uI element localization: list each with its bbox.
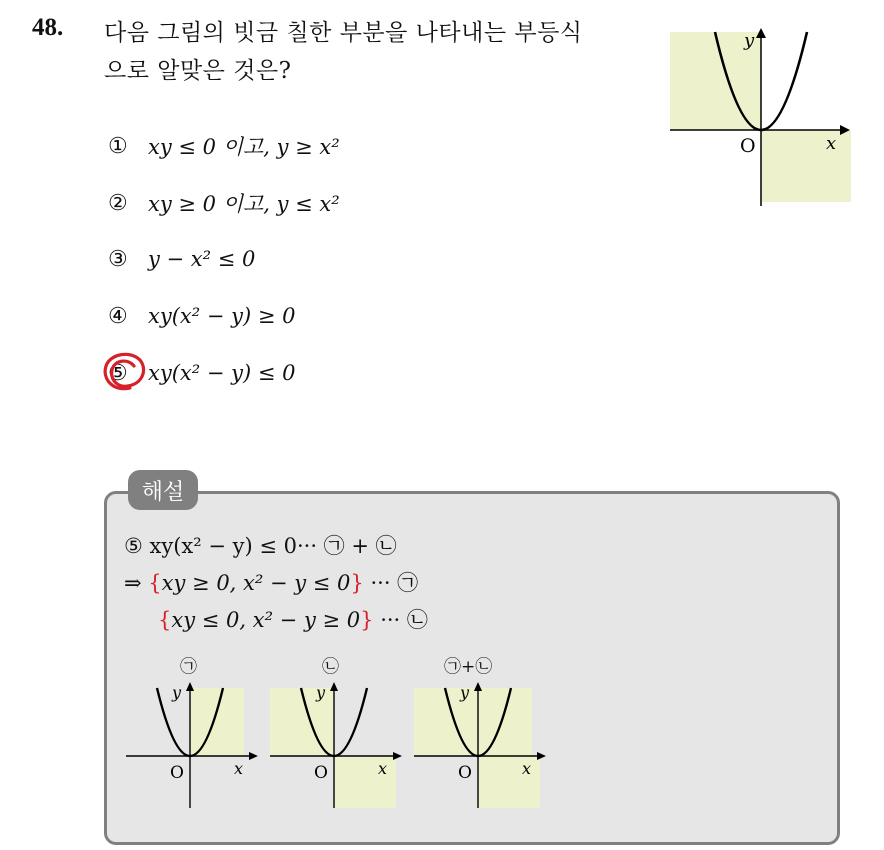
answer-mark-circle-icon bbox=[100, 348, 148, 396]
question-number: 48. bbox=[32, 14, 64, 41]
brace-close: } bbox=[360, 608, 374, 632]
graph-2-y-label: y bbox=[316, 683, 326, 702]
graph-2-title: ㉡ bbox=[322, 657, 339, 677]
implies-arrow: ⇒ bbox=[124, 571, 142, 595]
choice-1-expression: xy ≤ 0 이고, y ≥ x² bbox=[148, 135, 340, 159]
solution-line-1: ⑤ xy(x² − y) ≤ 0··· ㉠ + ㉡ bbox=[124, 534, 397, 558]
solution-condition-2: xy ≤ 0, x² − y ≥ 0 bbox=[171, 608, 361, 632]
choice-4[interactable] bbox=[108, 298, 295, 334]
graph-2 bbox=[268, 678, 408, 810]
graph-2-x-arrow bbox=[393, 752, 402, 760]
graph-2-x-label: x bbox=[378, 759, 388, 778]
graph-3-title: ㉠+㉡ bbox=[444, 657, 493, 677]
solution-line-2 bbox=[124, 567, 418, 597]
graph-1 bbox=[124, 678, 264, 810]
choice-4-expression: xy(x² − y) ≥ 0 bbox=[148, 304, 296, 328]
graph-3-shade-upper bbox=[414, 688, 532, 756]
graph-1-y-arrow bbox=[186, 682, 194, 691]
choice-5-expression: xy(x² − y) ≤ 0 bbox=[148, 361, 296, 385]
choice-4-number: ④ bbox=[108, 303, 128, 329]
graph-3 bbox=[412, 678, 552, 810]
graph-3-x-label: x bbox=[522, 759, 532, 778]
choice-1-number: ① bbox=[108, 133, 128, 159]
question-stem-line1: 다음 그림의 빗금 칠한 부분을 나타내는 부등식 bbox=[104, 20, 583, 46]
origin-label: O bbox=[740, 135, 756, 157]
solution-line-3 bbox=[158, 604, 428, 634]
graph-1-origin: O bbox=[170, 763, 184, 783]
solution-ref-2: ··· ㉡ bbox=[380, 608, 428, 632]
choice-3[interactable] bbox=[108, 241, 255, 277]
y-axis-label: y bbox=[744, 30, 755, 51]
x-axis-label: x bbox=[826, 133, 837, 154]
choice-2-expression: xy ≥ 0 이고, y ≤ x² bbox=[148, 192, 340, 216]
graph-2-origin: O bbox=[314, 763, 328, 783]
solution-condition-1: xy ≥ 0, x² − y ≤ 0 bbox=[161, 571, 351, 595]
shaded-region-lower-right bbox=[761, 130, 851, 202]
choice-3-number: ③ bbox=[108, 246, 128, 272]
graph-3-y-label: y bbox=[460, 683, 470, 702]
graph-1-shade bbox=[190, 688, 244, 756]
graph-1-x-label: x bbox=[234, 759, 244, 778]
graph-3-x-arrow bbox=[537, 752, 546, 760]
choice-1[interactable] bbox=[108, 128, 340, 164]
brace-close: } bbox=[350, 571, 364, 595]
graph-2-y-arrow bbox=[330, 682, 338, 691]
graph-1-y-label: y bbox=[172, 683, 182, 702]
choice-2-number: ② bbox=[108, 190, 128, 216]
graph-3-origin: O bbox=[458, 763, 472, 783]
graph-3-y-arrow bbox=[474, 682, 482, 691]
brace-open: { bbox=[158, 608, 172, 632]
graph-1-title: ㉠ bbox=[180, 657, 197, 677]
question-stem bbox=[104, 14, 583, 90]
brace-open: { bbox=[148, 571, 162, 595]
main-graph bbox=[668, 24, 854, 208]
question-stem-line2: 으로 알맞은 것은? bbox=[104, 58, 292, 84]
choice-5-number: ⑤ bbox=[108, 360, 128, 386]
choice-2[interactable] bbox=[108, 185, 340, 221]
choice-3-expression: y − x² ≤ 0 bbox=[148, 247, 256, 271]
solution-ref-1: ··· ㉠ bbox=[370, 571, 419, 595]
graph-1-x-arrow bbox=[249, 752, 258, 760]
solution-tag: 해설 bbox=[128, 470, 198, 510]
